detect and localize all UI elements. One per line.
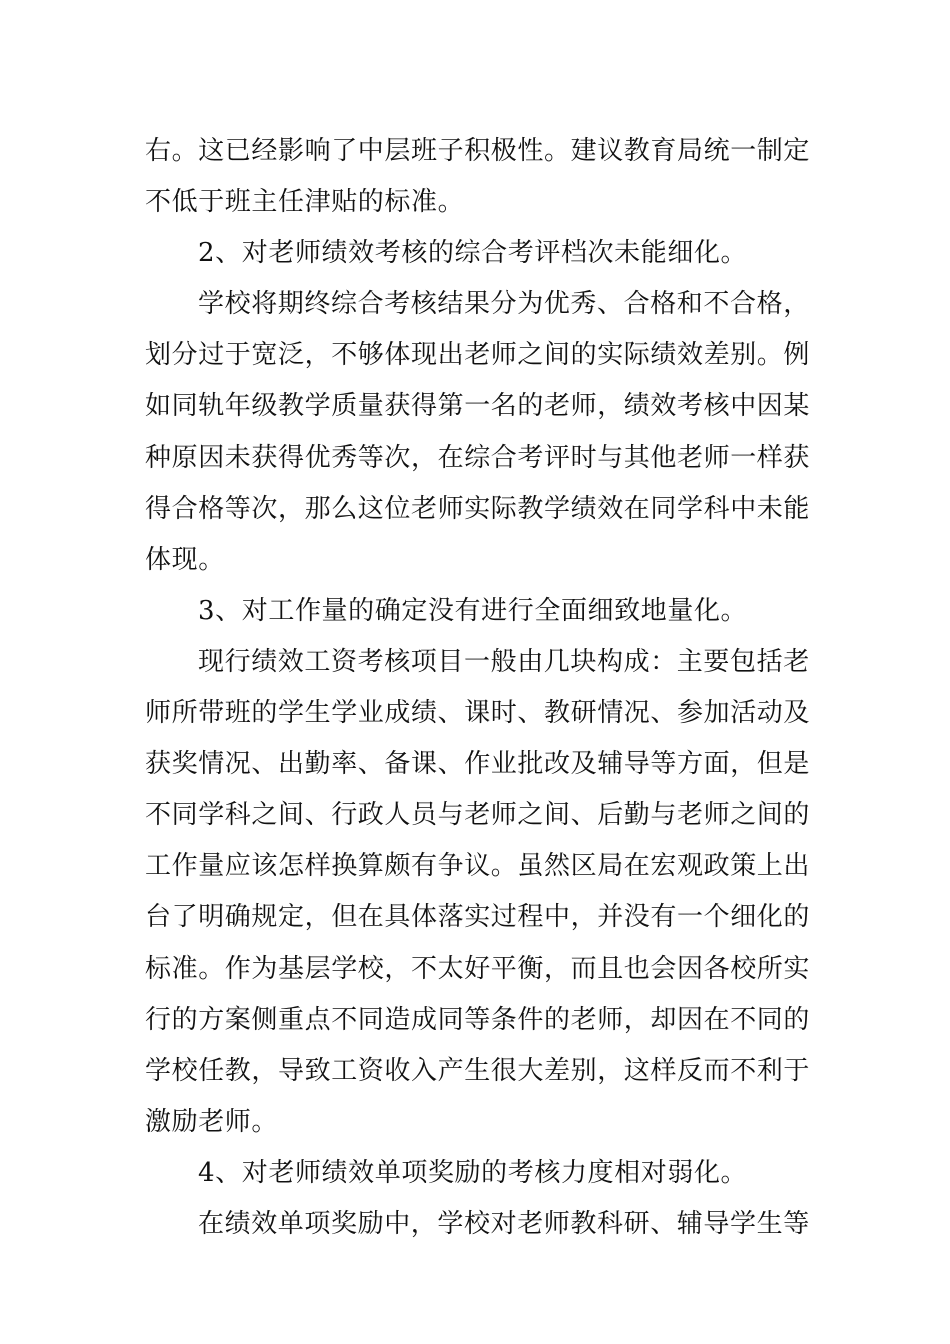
text-line: 标准。作为基层学校，不太好平衡，而且也会因各校所实 [145, 953, 811, 984]
section-heading: 2、对老师绩效考核的综合考评档次未能细化。 [198, 238, 748, 269]
text-line: 学校任教，导致工资收入产生很大差别，这样反而不利于 [145, 1055, 811, 1086]
text-line: 台了明确规定，但在具体落实过程中，并没有一个细化的 [145, 902, 811, 933]
text-line: 得合格等次，那么这位老师实际教学绩效在同学科中未能 [145, 493, 811, 524]
text-line: 种原因未获得优秀等次，在综合考评时与其他老师一样获 [145, 442, 811, 473]
text-line: 不低于班主任津贴的标准。 [145, 187, 465, 218]
text-line: 工作量应该怎样换算颇有争议。虽然区局在宏观政策上出 [145, 851, 811, 882]
paragraph-first-line: 在绩效单项奖励中，学校对老师教科研、辅导学生等 [198, 1208, 810, 1239]
section-heading: 4、对老师绩效单项奖励的考核力度相对弱化。 [198, 1157, 748, 1188]
text-line: 体现。 [145, 544, 225, 575]
text-line: 获奖情况、出勤率、备课、作业批改及辅导等方面，但是 [145, 749, 811, 780]
paragraph-first-line: 学校将期终综合考核结果分为优秀、合格和不合格， [198, 289, 810, 320]
text-line: 激励老师。 [145, 1106, 279, 1137]
text-line: 不同学科之间、行政人员与老师之间、后勤与老师之间的 [145, 800, 811, 831]
document-body [145, 126, 810, 1250]
section-heading: 3、对工作量的确定没有进行全面细致地量化。 [198, 595, 748, 626]
paragraph-first-line: 现行绩效工资考核项目一般由几块构成：主要包括老 [198, 646, 810, 677]
text-line: 如同轨年级教学质量获得第一名的老师，绩效考核中因某 [145, 391, 811, 422]
text-line: 右。这已经影响了中层班子积极性。建议教育局统一制定 [145, 136, 811, 166]
text-line: 行的方案侧重点不同造成同等条件的老师，却因在不同的 [145, 1004, 811, 1035]
text-line: 划分过于宽泛，不够体现出老师之间的实际绩效差别。例 [145, 340, 811, 371]
text-line: 师所带班的学生学业成绩、课时、教研情况、参加活动及 [145, 698, 811, 729]
